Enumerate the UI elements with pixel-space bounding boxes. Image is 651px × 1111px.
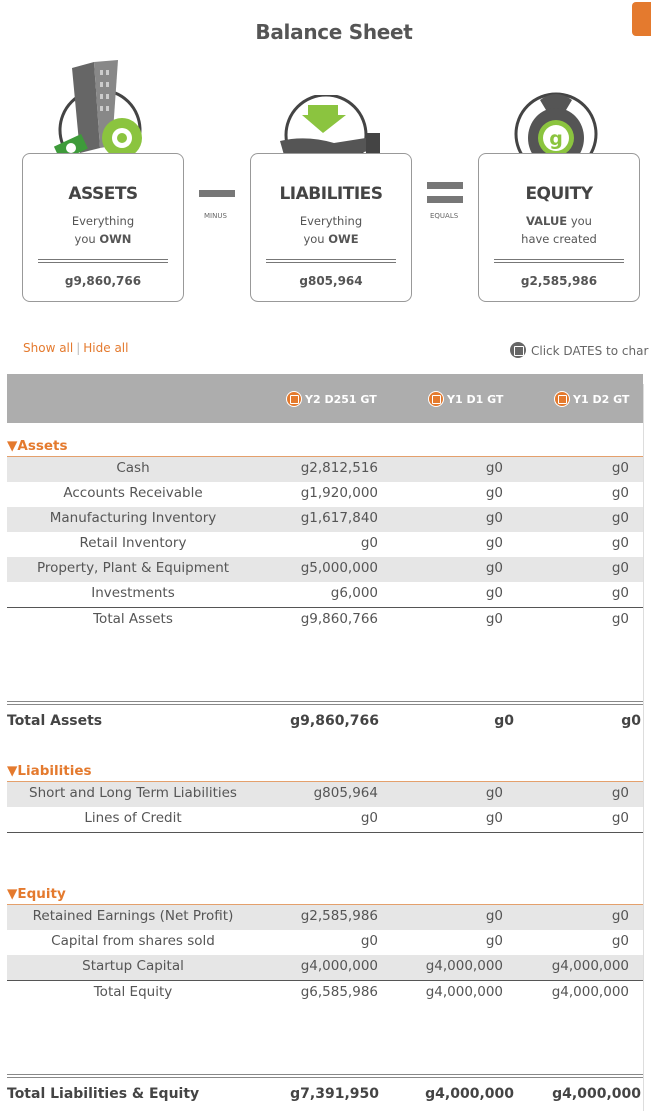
page-title: Balance Sheet xyxy=(255,20,413,44)
double-rule xyxy=(266,259,396,263)
section-toggle-assets[interactable]: ▼Assets xyxy=(7,435,643,457)
section-toggle-liabilities[interactable]: ▼Liabilities xyxy=(7,760,643,782)
table-row: Investments g6,000 g0 g0 xyxy=(91,585,629,601)
table-row: Manufacturing Inventory g1,617,840 g0 g0 xyxy=(7,507,643,532)
equity-heading: EQUITY xyxy=(525,184,593,204)
column-header-1[interactable]: Y2 D251 GT xyxy=(286,391,377,407)
assets-illustration-icon xyxy=(50,58,154,168)
table-row: Short and Long Term Liabilities g805,964 g0 g0 xyxy=(7,782,643,807)
table-row: Startup Capital g4,000,000 g4,000,000 g4,000,000 xyxy=(7,955,643,980)
equals-label: EQUALS xyxy=(430,212,459,220)
calendar-icon xyxy=(428,391,444,407)
table-row: Cash g2,812,516 g0 g0 xyxy=(7,457,643,482)
svg-text:g: g xyxy=(549,128,563,150)
double-rule xyxy=(7,1074,643,1078)
section-toggle-equity[interactable]: ▼Equity xyxy=(7,883,643,905)
assets-amount: g9,860,766 xyxy=(64,274,142,288)
column-header-3[interactable]: Y1 D2 GT xyxy=(554,391,629,407)
table-row: Lines of Credit g0 g0 g0 xyxy=(84,810,629,826)
table-row: Accounts Receivable g1,920,000 g0 g0 xyxy=(63,485,629,501)
equity-description: VALUE you have created xyxy=(521,214,597,246)
double-rule xyxy=(7,701,643,705)
subtotal-row: Total Assets g9,860,766 g0 g0 xyxy=(7,607,643,632)
total-row: Total Assets g9,860,766 g0 g0 xyxy=(7,713,641,729)
calendar-icon xyxy=(510,342,526,358)
liabilities-amount: g805,964 xyxy=(299,274,363,288)
show-all-link[interactable]: Show all xyxy=(23,341,74,355)
print-icon[interactable] xyxy=(632,2,651,36)
assets-description: Everything you OWN xyxy=(71,214,135,246)
scrollbar[interactable] xyxy=(643,384,651,1111)
hide-all-link[interactable]: Hide all xyxy=(83,341,129,355)
equals-icon-lower xyxy=(427,196,463,203)
column-header-2[interactable]: Y1 D1 GT xyxy=(428,391,503,407)
double-rule xyxy=(494,259,624,263)
table-row: Retail Inventory g0 g0 g0 xyxy=(79,535,629,551)
show-hide-toggles: Show all | Hide all xyxy=(23,341,129,355)
liabilities-description: Everything you OWE xyxy=(299,214,363,246)
equity-amount: g2,585,986 xyxy=(520,274,598,288)
equity-card xyxy=(478,153,640,302)
assets-card xyxy=(22,153,184,302)
dates-hint: Click DATES to char xyxy=(510,342,648,358)
table-row: Retained Earnings (Net Profit) g2,585,986 g0 g0 xyxy=(7,905,643,930)
table-row: Capital from shares sold g0 g0 g0 xyxy=(51,933,629,949)
double-rule xyxy=(38,259,168,263)
assets-heading: ASSETS xyxy=(68,184,138,204)
table-row: Property, Plant & Equipment g5,000,000 g0 g0 xyxy=(7,557,643,582)
minus-label: MINUS xyxy=(204,212,227,220)
table-header xyxy=(7,374,643,423)
grand-total-row: Total Liabilities & Equity g7,391,950 g4,000,000 g4,000,000 xyxy=(7,1086,641,1102)
equals-icon xyxy=(427,182,463,189)
liabilities-card xyxy=(250,153,412,302)
calendar-icon xyxy=(286,391,302,407)
liabilities-heading: LIABILITIES xyxy=(279,184,383,204)
subtotal-row: Total Equity g6,585,986 g4,000,000 g4,000,000 xyxy=(7,980,643,1005)
minus-icon xyxy=(199,190,235,197)
divider xyxy=(7,832,643,833)
calendar-icon xyxy=(554,391,570,407)
